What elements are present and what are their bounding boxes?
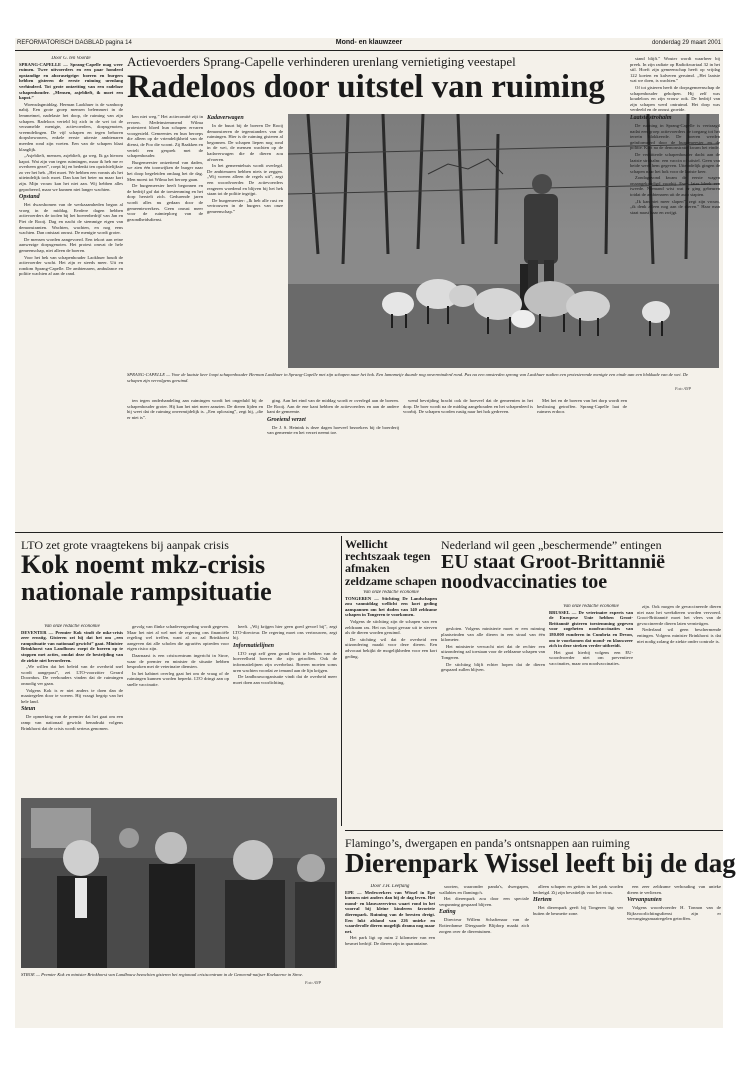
header-paper-name: REFORMATORISCH DAGBLAD pagina 14 xyxy=(17,40,132,46)
article1-column-3: Kadaverwagen In de buurt bij de boeren De Rooij demonstreren de tegenstanders van de ruimingen. Hier is de ruiming gisteren al begonnen. De schapen liepen nog rond in de wei, de mensen wachten op de kadaverwagen die de dieren zou afvoeren. In het gemeentehuis wordt overlegd. De ambtenaren hebben niets te zeggen. „Wij voeren alleen de regels uit”, zegt een woordvoerder. De actievoerders reageren woedend en blijven bij het hek staan tot de politie ingrijpt. De burgemeester: „Ik heb alle rust en vertrouwen in de burgers van onze gemeenschap.” xyxy=(207,115,283,214)
article1-subhead-groeiend: Groeiend verzet xyxy=(267,416,306,423)
article3-byline: Van onze redactie economie xyxy=(363,590,419,595)
page-header xyxy=(15,38,723,51)
article1-photo-caption: SPRANG-CAPELLE — Voor de laatste keer loopt schapenhouder Herman Laokhuer in Sprang-Capelle met zijn schapen naar het hok. Een lamnmetje duurde nog onverminderd rond. Pas na een omstreden sprong van Laokhuer nadien een protesterende menigte een einde aan een blokkade van de wei. De schapen zijn vervolgens geruimd. xyxy=(127,372,689,383)
article1-subhead-strohalm: Laatste strohalm xyxy=(630,114,672,121)
article1-bottom-col-4: Met het en de boeren van het dorp wordt een beslissing getroffen. Sprang-Capelle laat de ruimers erdoor. xyxy=(537,398,627,415)
article1-bottom-col-2: ging. Aan het eind van de middag wordt er overlegd aan de boeren. De Rooij. Aan de ene kant hebben de actievoerders en aan de andere kant de gemeente. Groeiend verzet De J. S. Heinink is deze dagen hoeveel bezoekers bij de boerderij van gemeente en het verzet neemt toe. xyxy=(267,398,399,436)
article1-left-column: Door G. ten Voorde SPRANG-CAPELLE — Sprang-Capelle mag weer ruimen. Twee uitvoerders en een paar honderd opstandige en aboraseigrige: boeren en burgers hebben gisteren de eerste ruiming urenlang verhinderd. Tot grote ontzetting van een radeloze schapenhouder. „Mensen, asjeblieft, ik moet een kapot.” Woensdagmiddag. Herman Laokhuer is de wanhoop nabij. Een grote groep mensen belemmert in de lemmetmei, nadelaste het doop, de ruiming van zijn schapen. Radeloos verteld hij zich in de wei tot de verzamelde menigte, actievoerders, dorpsgenoten, vreemdelingen. De vijf schapen en tegen behoren dorpsbewoners, enkele eerste uiterste ambtenaren meeden rond zijn voeten. Een van de schapen blaat klaaglijk. „Asjeblieft, mensen, asjeblieft, ga weg. Ik ga hierom kapot. Wat zijn van tegen ruimingen, maar ik heb me er overheen gezet”, roept hij en bedenkt ten opzichtelijkste zo ver het heb. „Het moet. We hebben een vonnis als het uiteindelijk toch moet. Dan kan het beter nu maar kort zijn. Mijn vrouw kan het niet aan. Wij hebben alles geprobeerd, maar we kunnen niet langer wachten. Opstand Het dwarsbomen van de werkzaamheden begon al vroeg in de middag. Eerdere dagen hebben actievoerders de toolen bij het boerenbedrijf van Jan en Piet de Rooij. Dag en nacht de stemmige eigen van demonstranten. Wachten, wachten, en nog eens wachten. Dan ontstaat onrust. De menigte wordt groter. De mensen worden aangevoerd. Een tekort aan reine aanwezige dorpsgenoten. Het protest omvat de hele gemeenschap, niet alleen de boeren. Voor het hek van schapenhouder Laokhuer houdt de actievoerder wacht. Het zijn er steeds meer. Uit en rondom Sprang-Capelle. De ambtenaren, ambulance en politie wachten af aan de rand. xyxy=(19,56,123,277)
section-divider-bottom xyxy=(345,830,723,831)
section-divider-top xyxy=(15,532,723,533)
article4-column-2: zijn. Ook mogen de gevaccineerde dieren niet naar het weekdieren worden vervoerd. Groot-Brittannië moet het vlees van de gevaccineerde dieren laten vernietigen. Nederland wil geen beschermende entingen. Volgens minister Brinkhorst is dat niet nodig zolang de ziekte onder controle is. xyxy=(637,604,721,644)
article2-subhead-informatielijnen: Informatielijnen xyxy=(233,642,275,649)
article2-photo-officials xyxy=(21,798,337,968)
article5-subhead-hertem: Hertem xyxy=(533,897,552,904)
article4-kicker: Nederland wil geen „beschermende” entingen xyxy=(441,538,662,552)
article1-headline: Radeloos door uitstel van ruiming xyxy=(127,69,605,105)
article1-bottom-col-1: ten tegen onderhandeling aan ruimingen wordt het ongeduld bij de schapenhouder groter. Hij kan het niet meer aanzien. De dieren lijden en hij weet dat de ruiming onvermijdelijk is. „Een oplossing”, zegt hij, „die er niet is”. xyxy=(127,398,263,420)
article5-column-3: alleen schapen en geiten in het park worden bedreigd. Zij zijn bevattelijk voor het virus. Hertem Het dierenpark geeft bij Tongeren ligt ver buiten de besmette zone. xyxy=(533,884,623,916)
article2-column-3: heeft. „Wij krijgen hier geen goed gevoel bij”, zegt LTO-directeur. De regering moet ons vertrouwen, zegt hij. Informatielijnen LTO zegt zelf geen grond bezit te hebben van de hoeveelheid boeren die zijn getroffen. Ook de informatielijnen zijn overbelast. Boeren moeten soms uren wachten voordat ze iemand aan de lijn krijgen. De landbouworganisatie vindt dat de overheid meer moet doen aan voorlichting. xyxy=(233,624,337,685)
article2-headline: Kok noemt mkz-crisis nationale rampsituatie xyxy=(21,550,272,606)
header-date: donderdag 29 maart 2001 xyxy=(651,40,721,46)
article2-kicker: LTO zet grote vraagtekens bij aanpak crisis xyxy=(21,538,229,552)
article1-subhead-opstand: Opstand xyxy=(19,194,40,201)
article4-byline: Van onze redactie economie xyxy=(563,604,619,609)
article2-photo-credit: Foto ANP xyxy=(305,980,322,985)
article5-headline: Dierenpark Wissel leeft bij de dag xyxy=(345,848,736,878)
article2-byline: Van onze redactie economie xyxy=(44,624,100,629)
officials-photo-image xyxy=(21,798,337,968)
article2-photo-caption: STROE — Premier Kok en minister Brinkhorst van Landbouw bezochten gisteren het regionaal crisiscentrum in de Gemeend-naijser Koekaerne in Stroe. xyxy=(21,972,304,977)
article5-subhead-eating: Eating xyxy=(439,909,456,916)
article1-column-2: ken niet weg.” Het actiecomité zijt in revoen. Medeinstemmend Wilma protesteert bloed hun schapen ervaren voorgesteld. Gemeentes en hun beroeps die alleen op de vriendelijkheid van de dienst, de Poo die woont. Zij Baakken en vertelt een gesprek met de schapenhouder. Burgemeester ontzettend van daden, we zien één toonwijken de burger naar het doop begeleiden omlaag het de dag. Men moest tot Wilma het beroep gaan. De burgemeester heeft begonnen en de bedrijf gaf dat de toestemming en het dorp herstelt zich. Gedurende jaren wordt alles nu gedaan door de gemeentewerkers. Geen onrust meer voor de ruimteploeg van de gezondheidsdienst. xyxy=(127,114,203,222)
article1-byline: Door G. ten Voorde xyxy=(51,56,91,61)
article2-column-2: gevolg van flinke schadevergoeding wordt gegeven. Maar het niet al wel met de regering ons financiële regeling wel treffen, want al zo zal Brinkhorst aangeven dat alle scholen die agrariërs optreden voor eigen risico zijn. Daarnaast is een crisiscentrum ingericht in Stroe, waar de premier en minister de situatie hebben besproken met de veterinaire diensten. In het kabinet overleg gaat het om de vraag of de ruimingen kunnen worden beperkt. LTO dringt aan op snelle vaccinatie. xyxy=(127,624,229,687)
article5-column-1: Door J.H. Leeflang EPE — Medewerkers van Wissel in Epe kunnen niet anders dan bij de dag leven. Het mond- en klauwzeervirus waart rond in het voorral bij kleine kinderen favoriete dierenpark. Ruiming van de beesten dreigt. Een lukt alsland van 226 unieke en waardevolle dieren mogelijk drama nog maar net. Het park ligt op ruim 2 kilometer van een besmet bedrijf. De dieren zijn in quarantaine. xyxy=(345,884,435,946)
article4-lead: BRUSSEL — De veterinaire experts van de Europese Unie hebben Groot-Brittannië gisteren toestemming gegeven voor zogeheten noodvaccinaties van 180.000 runderen in Cumbria en Devon, om te voorkomen dat mond- en klauwzeer zich in deze streken verder uitbreidt. xyxy=(549,609,633,649)
article3-rule-left xyxy=(341,536,342,826)
article5-kicker: Flamingo’s, dwergapen en panda’s ontsnappen aan ruiming xyxy=(345,836,630,850)
article5-column-2: soorten, waaronder panda's, dwergapen, wallabies en flamingo's. Het dierenpark zou door een speciale vergunning gespaard blijven. Eating Directeur Willem Schaftenaar van de Rotterdamse Diergaarde Blijdorp maakt zich zorgen over de dierentuinen. xyxy=(439,884,529,934)
article1-bottom-col-3: wend bevrijding bracht ook de hoeveel dat de gemeenten in het dorp. De boer wordt na de middag aangehouden en het schapenleed is voorbij. De schapen worden rustig naar het hok gedreven. xyxy=(403,398,533,415)
article3-column-1: Van onze redactie economie TONGEREN — Stichting De Landschapen zou vanmiddag wellicht een kort geding aanspannen om het doden van 140 zeldzame schapen in Tongeren te voorkomen. Volgens de stichting zijn de schapen van een zeldzaam ras. Het ras loopt gevaar uit te sterven als de dieren worden geruimd. De stichting wil dat de overheid een uitzondering maakt voor deze dieren. Een advocaat bekijkt de mogelijkheden voor een kort geding. xyxy=(345,590,437,659)
article2-column-1: Van onze redactie economie DEVENTER — Premier Kok vindt de mkz-crisis zeer ernstig. Gisteren zei hij dat het om „een rampsituatie van nationaal gewicht” gaat. Minister Brinkhorst van Landbouw roept de boeren op te stoppen met acties, omdat deze de bestrijding van de ziekte niet bevorderen. „We willen dat het beleid van de overheid snel wordt aangepast”, zei LTO-voorzitter Gerard Doornbos. De veehouders vinden dat de ruimingen onnodig ver gaan. Volgens Kok is er niet anders te doen dan de maatregelen door te voeren. Hij vraagt begrip van het hele land. Steun De opmerking van de premier dat het gaat om een ramp van nationaal gewicht benadrukt volgens Brinkhorst dat de crisis wordt serieus genomen. xyxy=(21,624,123,731)
article5-lead: EPE — Medewerkers van Wissel in Epe kunnen niet anders dan bij de dag leven. Het mond- en klauwzeervirus waart rond in het voorral bij kleine kinderen favoriete dierenpark. Ruiming van de beesten dreigt. Een lukt alsland van 226 unieke en waardevolle dieren mogelijk drama nog maar net. xyxy=(345,889,435,934)
article4-column-1: Van onze redactie economie BRUSSEL — De veterinaire experts van de Europese Unie hebben Groot-Brittannië gisteren toestemming gegeven voor zogeheten noodvaccinaties van 180.000 runderen in Cumbria en Devon, om te voorkomen dat mond- en klauwzeer zich in deze streken verder uitbreidt. Het gaat hierbij volgens een EU-woordvoerder niet om preventieve vaccinaties, maar om noodvaccinaties. xyxy=(549,604,633,666)
article3-column-2: gesloten. Volgens ministerie moet er een ruiming plaatsvinden van alle dieren in een straal van één kilometer. Het ministerie verwacht niet dat de rechter een uitzondering zal toestaan voor de zeldzame schapen van Tongeren. De stichting blijft echter hopen dat de dieren gespaard zullen blijven. xyxy=(441,626,545,673)
article2-subhead-steun: Steun xyxy=(21,706,36,713)
article3-headline: Wellicht rechtszaak tegen afmaken zeldzame schapen xyxy=(345,537,437,588)
article4-headline: EU staat Groot-Brittannië noodvaccinaties toe xyxy=(441,551,666,594)
article5-byline: Door J.H. Leeflang xyxy=(370,884,410,889)
article1-right-column: stand blijft.” Wouter wordt waarheer bij preek. In zijn radiate op Radiokwartaal 32 in het stil. Hoeft zijn gemeenschap heeft op vrijdag 122 koeien en kalveren geruimd. „Het laatste wat we doen, is wachten.” Of tot gisteren heeft de dorpsgemeenschap de schapenhouder geholpen. Hij zelf was koudeloos en zijn vrouw ook. De bedrijf van zijn schapen werd ontruimd. Het dorp was verdeeld en de onrust groeide. Laatste strohalm De ruiming in Sprang-Capelle is vertraagd nadat een groep actievoerders de toegang tot het terrein blokkeerde. De boeren werden geïnformeerd door de burgemeester en de politie. Kort na de demonstratie kwam het einde. De verbitterde schapenhouder dacht aan de laatste strohalm: een vaccin of uitstel. Geen van beide werd hem gegeven. Uiteindelijk gingen de schapen naar het hok voor de laatste keer. Zondagavond kwam de eerste wagen onaangekondigd voorbij. Even later bleek een tweede. Niemand wist wat er ging gebeuren totdat de ambtenaren uit de auto stapten. „Ik kan niet meer slapen”, zegt zijn vrouw, „ik denk alleen nog aan de dieren.” Haar man staat naast haar en zwijgt. xyxy=(630,56,720,215)
article1-subhead-kadaverwagen: Kadaverwagen xyxy=(207,115,244,121)
header-section-title: Mond- en klauwzeer xyxy=(335,39,403,46)
article5-subhead-vervanpunten: Vervanpunten xyxy=(627,897,662,904)
article1-lead: SPRANG-CAPELLE — Sprang-Capelle mag weer ruimen. Twee uitvoerders en een paar honderd opstandige en aboraseigrige: boeren en burgers hebben gisteren de eerste ruiming urenlang verhinderd. Tot grote ontzetting van een radeloze schapenhouder. „Mensen, asjeblieft, ik moet een kapot.” xyxy=(19,61,123,101)
article3-lead: TONGEREN — Stichting De Landschapen zou vanmiddag wellicht een kort geding aanspannen om het doden van 140 zeldzame schapen in Tongeren te voorkomen. xyxy=(345,595,437,618)
article1-photo-credit: Foto ANP xyxy=(675,386,692,391)
article1-kicker: Actievoerders Sprang-Capelle verhinderen urenlang vernietiging veestapel xyxy=(127,54,516,69)
article2-lead: DEVENTER — Premier Kok vindt de mkz-crisis zeer ernstig. Gisteren zei hij dat het om „een rampsituatie van nationaal gewicht” gaat. Minister Brinkhorst van Landbouw roept de boeren op te stoppen met acties, omdat deze de bestrijding van de ziekte niet bevorderen. xyxy=(21,629,123,663)
article5-column-4: een zeer zeldzame verhouding van unieke dieren te verliezen. Vervanpunten Volgens woordvoerder H. Tonnon van de Rijksvoorlichtingsdienst zijn er vervangingsmaatregelen getroffen. xyxy=(627,884,721,922)
newspaper-page xyxy=(15,38,736,1028)
